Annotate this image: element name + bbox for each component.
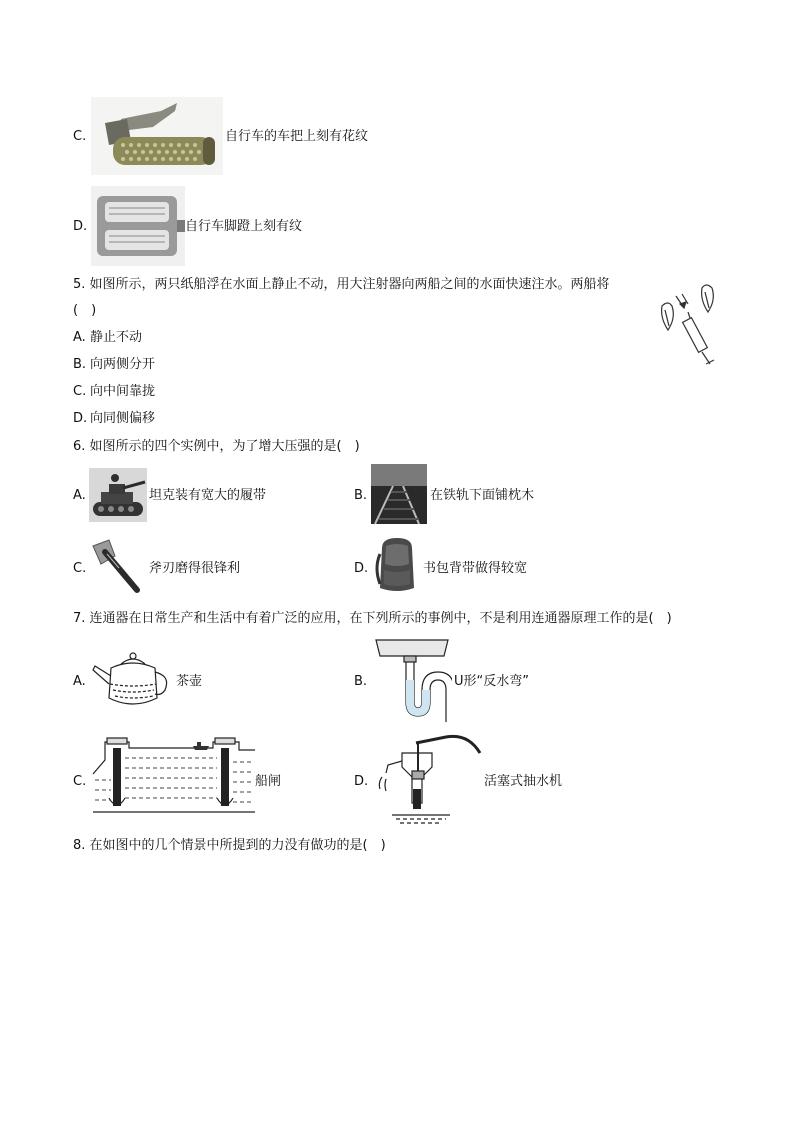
- q5-option-a-letter: A.: [73, 330, 86, 345]
- backpack-image: [372, 534, 422, 594]
- q6-option-d-text: 书包背带做得较宽: [423, 561, 528, 576]
- q6-option-b-text: 在铁轨下面铺枕木: [430, 488, 535, 503]
- q5-option-d-letter: D.: [73, 411, 88, 426]
- paper-boats-syringe-figure: [656, 282, 728, 366]
- q4-option-c-text: 自行车的车把上刻有花纹: [225, 129, 369, 144]
- q4-option-c-letter: C.: [73, 129, 87, 144]
- piston-pump-figure: [372, 731, 484, 827]
- q5-option-d-text: 向同侧偏移: [90, 411, 156, 426]
- q5-option-a-text: 静止不动: [90, 330, 143, 345]
- ship-lock-figure: [89, 736, 257, 820]
- q5-stem-line1: 5. 如图所示，两只纸船浮在水面上静止不动，用大注射器向两船之间的水面快速注水。两船将: [73, 277, 610, 292]
- q6-option-b-letter: B.: [354, 488, 368, 503]
- q4-option-d-text: 自行车脚蹬上刻有纹: [185, 219, 303, 234]
- q6-option-d-letter: D.: [354, 561, 369, 576]
- u-trap-figure: [372, 634, 452, 726]
- q5-option-b-text: 向两侧分开: [90, 357, 156, 372]
- q5-option-c-text: 向中间靠拢: [90, 384, 156, 399]
- q7-option-a-text: 茶壶: [176, 674, 203, 689]
- q5-stem-line2: ( ): [73, 303, 97, 318]
- teapot-figure: [91, 648, 175, 714]
- q6-option-a-text: 坦克装有宽大的履带: [149, 488, 267, 503]
- tank-image: [89, 468, 147, 522]
- railway-sleepers-image: [371, 464, 427, 524]
- q7-option-c-letter: C.: [73, 774, 87, 789]
- q7-option-b-text: U形“反水弯”: [454, 674, 529, 689]
- q5-option-c-letter: C.: [73, 384, 87, 399]
- bicycle-handlebar-image: [91, 97, 223, 175]
- q6-option-a-letter: A.: [73, 488, 86, 503]
- q4-option-d-letter: D.: [73, 219, 88, 234]
- q7-option-a-letter: A.: [73, 674, 86, 689]
- q7-option-d-letter: D.: [354, 774, 369, 789]
- q5-option-b-letter: B.: [73, 357, 87, 372]
- q6-stem: 6. 如图所示的四个实例中，为了增大压强的是( ): [73, 439, 360, 454]
- q7-option-c-text: 船闸: [255, 774, 282, 789]
- q7-option-d-text: 活塞式抽水机: [484, 774, 563, 789]
- bicycle-pedal-image: [91, 186, 185, 266]
- q6-option-c-text: 斧刃磨得很锋利: [149, 561, 241, 576]
- q8-stem: 8. 在如图中的几个情景中所提到的力没有做功的是( ): [73, 838, 386, 853]
- q7-option-b-letter: B.: [354, 674, 368, 689]
- q7-stem: 7. 连通器在日常生产和生活中有着广泛的应用，在下列所示的事例中，不是利用连通器原理工作的是( ): [73, 611, 672, 626]
- axe-image: [89, 538, 145, 596]
- q6-option-c-letter: C.: [73, 561, 87, 576]
